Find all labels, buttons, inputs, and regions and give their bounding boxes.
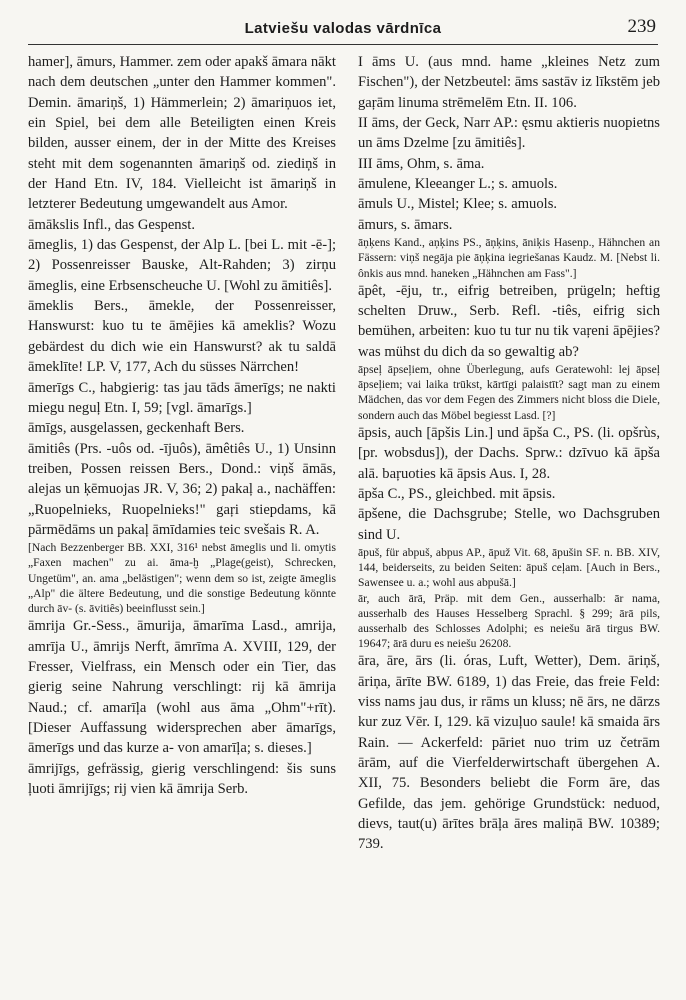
entry: āmitiês (Prs. -uôs od. -ījuôs), āmêtiês U., 1) Unsinn treiben, Possen reissen Bers., Dond.: viņš āmās, alejas un ķēmuojas JR. V, 36; 2) pakaļ a., nachäffen: „Ruopelnieks, Ruopelnieks!" gaŗi stiepdams, kā pārmēdāms un pakaļ āmīdamies teic svešais R. A.	[28, 440, 336, 538]
etymology-note: [Nach Bezzenberger BB. XXI, 316¹ nebst āmeglis und li. omytis „Faxen machen" zu ai. āma-ḫ „Plage(geist), Schrecken, Ungetüm", an. ama „belästigen"; wenn dem so ist, zeigte āmeglis „Alp" die ältere Bedeutung, und die sonstige Bedeutung könnte durch āv- (s. āvitiês) beeinflusst sein.]	[28, 541, 336, 616]
entry: āņķens Kand., aņķins PS., āņķins, āniķis Hasenp., Hähnchen an Fässern: viņš negāja pie āņķina iegriešanas Kaudz. M. [Nebst li. ônkis aus mnd. haneken „Hähnchen am Fass".]	[358, 236, 660, 280]
entry: āmurs, s. āmars.	[358, 216, 453, 233]
entry: āmeklis Bers., āmekle, der Possenreisser, Hanswurst: kuo tu te āmējies kā ameklis? Wozu gebärdest du dich wie ein Hanswurst? ak tu saldā āmeklīte! LP. V, 177, Ach du süsses Närrchen!	[28, 298, 336, 376]
left-column	[28, 52, 336, 799]
entry: āpseļ āpseļiem, ohne Überlegung, aufs Geratewohl: lej āpseļ āpseļiem; vai laika trūkst, kārtīgi palaistīt? sagt man zu einem Mädchen, das vor dem Fegen des Zimmers nicht bloss die Diele, sondern auch das Möbel begiesst Lasd. [?]	[358, 363, 660, 422]
entry: āmuls U., Mistel; Klee; s. amuols.	[358, 196, 558, 213]
entry: āpšene, die Dachsgrube; Stelle, wo Dachsgruben sind U.	[358, 506, 660, 543]
entry: āmeglis, 1) das Gespenst, der Alp L. [bei L. mit -ē-]; 2) Possenreisser Bauske, Alt-Rahden; 3) zirņu āmeglis, eine Erbsenscheuche U. [Wohl zu āmitiês].	[28, 237, 336, 294]
entry: āmulene, Kleeanger L.; s. amuols.	[358, 176, 558, 193]
entry: āmrija Gr.-Sess., āmurija, āmarīma Lasd., amrija, amrīja U., āmrijs Nerft, āmrīma A. XVIII, 129, der Fresser, Vielfrass, ein Mensch oder ein Tier, das gierig seine Nahrung verschlingt: rij kā āmrija Naud.; cf. amarīļa (wohl aus āma „Ohm"+rīt). [Dieser Auffassung widersprechen aber āmarīgs, āmerīgs und das kurze a- von amarīļa; s. dieses.]	[28, 618, 336, 757]
entry: hamer], āmurs, Hammer. zem oder apakš āmara nākt nach dem deutschen „unter den Hammer kommen". Demin. āmariņš, 1) Hämmerlein; 2) āmariņuos iet, ein Spiel, bei dem alle Beteiligten einen Kreis bilden, ausser einem, der in der Mitte des Kreises steht mit dem sogenannten āmariņš od. ziediņš in der Hand Etn. IV, 184. Vielleicht ist āmariņš in letzterer Bedeutung umgewandelt aus Amor.	[28, 54, 336, 213]
entry: āmīgs, ausgelassen, geckenhaft Bers.	[28, 420, 245, 437]
entry: āpsis, auch [āpšis Lin.] und āpša C., PS. (li. opšrùs, [pr. wobsdus]), der Dachs. Sprw.: dzīvuo kā āpša alā. baŗuoties kā āpsis Aus. I, 28.	[358, 424, 660, 482]
entry: III āms, Ohm, s. āma.	[358, 155, 485, 172]
right-column	[358, 52, 660, 855]
entry: āpêt, -ēju, tr., eifrig betreiben, prügeln; heftig schelten Druw., Serb. Refl. -tiês, eifrig sich bemühen, arbeiten: kuo tu tur nu tik vaŗeni āpējies? was mühst du dich da so gewaltig ab?	[358, 282, 660, 360]
entry: āra, āre, ārs (li. óras, Luft, Wetter), Dem. āriņš, āriņa, ārīte BW. 6189, 1) das Freie, das freie Feld: viss nams jau dus, ir rāms un kluss; nē ārs, ne dārzs kur zuz Vēr. I, 129. kā vizuļuo saule! kā smaida ārs Rain. — Ackerfeld: pāriet nuo trim uz četrām ārām, auf die Vierfelderwirtschaft übergehen A. XII, 75. Besonders beliebt die Form āre, das Gefilde, das jem. gehörige Grundstück: neduod, dievs, taut(u) ārītes brāļa āres maliņā BW. 10389; 739.	[358, 653, 660, 853]
page-number: 239	[627, 16, 656, 37]
entry: ār, auch ārā, Präp. mit dem Gen., ausserhalb: ār nama, ausserhalb des Hauses Hesselberg Sprachl. § 299; ārā pils, ausserhalb des Schlosses Adolphi; es neiešu ārā tirgus BW. 19647; ārā duru es neiešu 26208.	[358, 591, 660, 651]
running-title: Latviešu valodas vārdnīca	[244, 20, 442, 37]
entry: āmrijīgs, gefrässig, gierig verschlingend: šis suns ļuoti āmrijīgs; rij vien kā āmrija Serb.	[28, 760, 336, 798]
entry: āpuš, für abpuš, abpus AP., āpuž Vit. 68, āpušin SF. n. BB. XIV, 144, beiderseits, zu beiden Seiten: āpuš ceļam. [Auch in Bers., Sawensee u. a.; wohl aus abpušā.]	[358, 545, 660, 590]
entry: I āms U. (aus mnd. hame „kleines Netz zum Fischen"), der Netzbeutel: āms sastāv iz līkstēm jeb gaŗām linuma strēmelēm Etn. II. 106.	[358, 54, 660, 111]
page-header	[28, 14, 658, 45]
entry: āpša C., PS., gleichbed. mit āpsis.	[358, 485, 556, 502]
entry: II āms, der Geck, Narr AP.: ęsmu aktieris nuopietns un āms Dzelme [zu āmitiês].	[358, 115, 660, 152]
entry: āmerīgs C., habgierig: tas jau tāds āmerīgs; ne nakti miegu neguļ Etn. I, 59; [vgl. āmarīgs.]	[28, 379, 336, 416]
entry: āmākslis Infl., das Gespenst.	[28, 216, 195, 233]
